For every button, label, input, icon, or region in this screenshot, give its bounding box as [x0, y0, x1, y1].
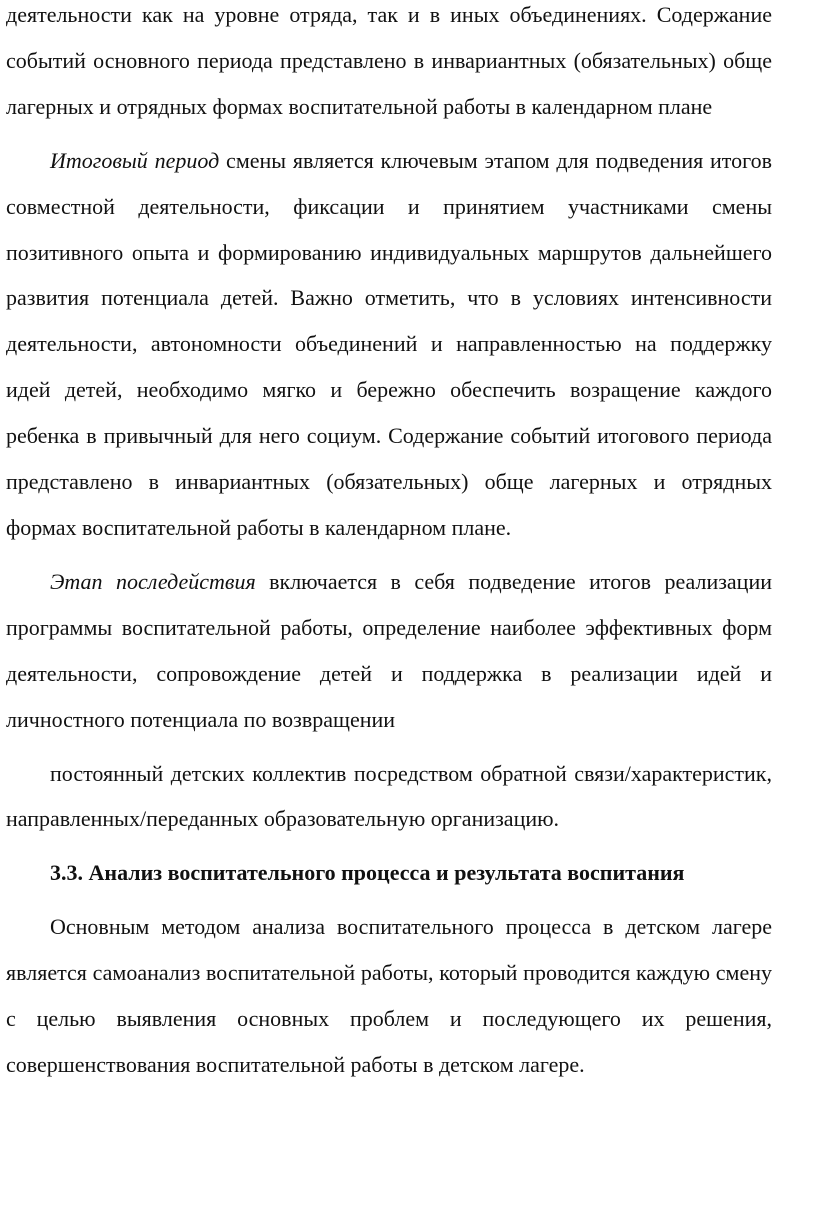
paragraph-final-period	[6, 138, 772, 551]
term-final-period: Итоговый период	[50, 147, 220, 173]
term-aftereffect-stage: Этап последействия	[50, 568, 256, 594]
paragraph-aftereffect-stage-text: включается в себя подведение итогов реализации программы воспитательной работы, определение наиболее эффективных форм деятельности, сопровождение детей и поддержка в реализации идей и личностного потенциала по возвращении	[6, 568, 772, 732]
paragraph-analysis-method: Основным методом анализа воспитательного процесса в детском лагере является самоанализ воспитательной работы, который проводится каждую смену с целью выявления основных проблем и последующего их решения, совершенствования воспитательной работы в детском лагере.	[6, 914, 772, 1077]
paragraph-feedback: постоянный детских коллектив посредством обратной связи/характеристик, направленных/переданных образовательную организацию.	[6, 760, 772, 832]
document-page	[6, 0, 772, 1088]
paragraph-aftereffect-stage	[6, 559, 772, 743]
paragraph-final-period-text: смены является ключевым этапом для подведения итогов совместной деятельности, фиксации и принятием участниками смены позитивного опыта и формированию индивидуальных маршрутов дальнейшего развития потенциала детей. Важно отметить, что в условиях интенсивности деятельности, автономности объединений и направленностью на поддержку идей детей, необходимо мягко и бережно обеспечить возращение каждого ребенка в привычный для него социум. Содержание событий итогового периода представлено в инвариантных (обязательных) обще лагерных и отрядных формах воспитательной работы в календарном плане.	[6, 147, 772, 540]
paragraph-main-period-continued: деятельности как на уровне отряда, так и в иных объединениях. Содержание событий основного периода представлено в инвариантных (обязательных) обще лагерных и отрядных формах воспитательной работы в календарном плане	[6, 2, 772, 119]
section-heading: 3.3. Анализ воспитательного процесса и результата воспитания	[50, 860, 685, 886]
